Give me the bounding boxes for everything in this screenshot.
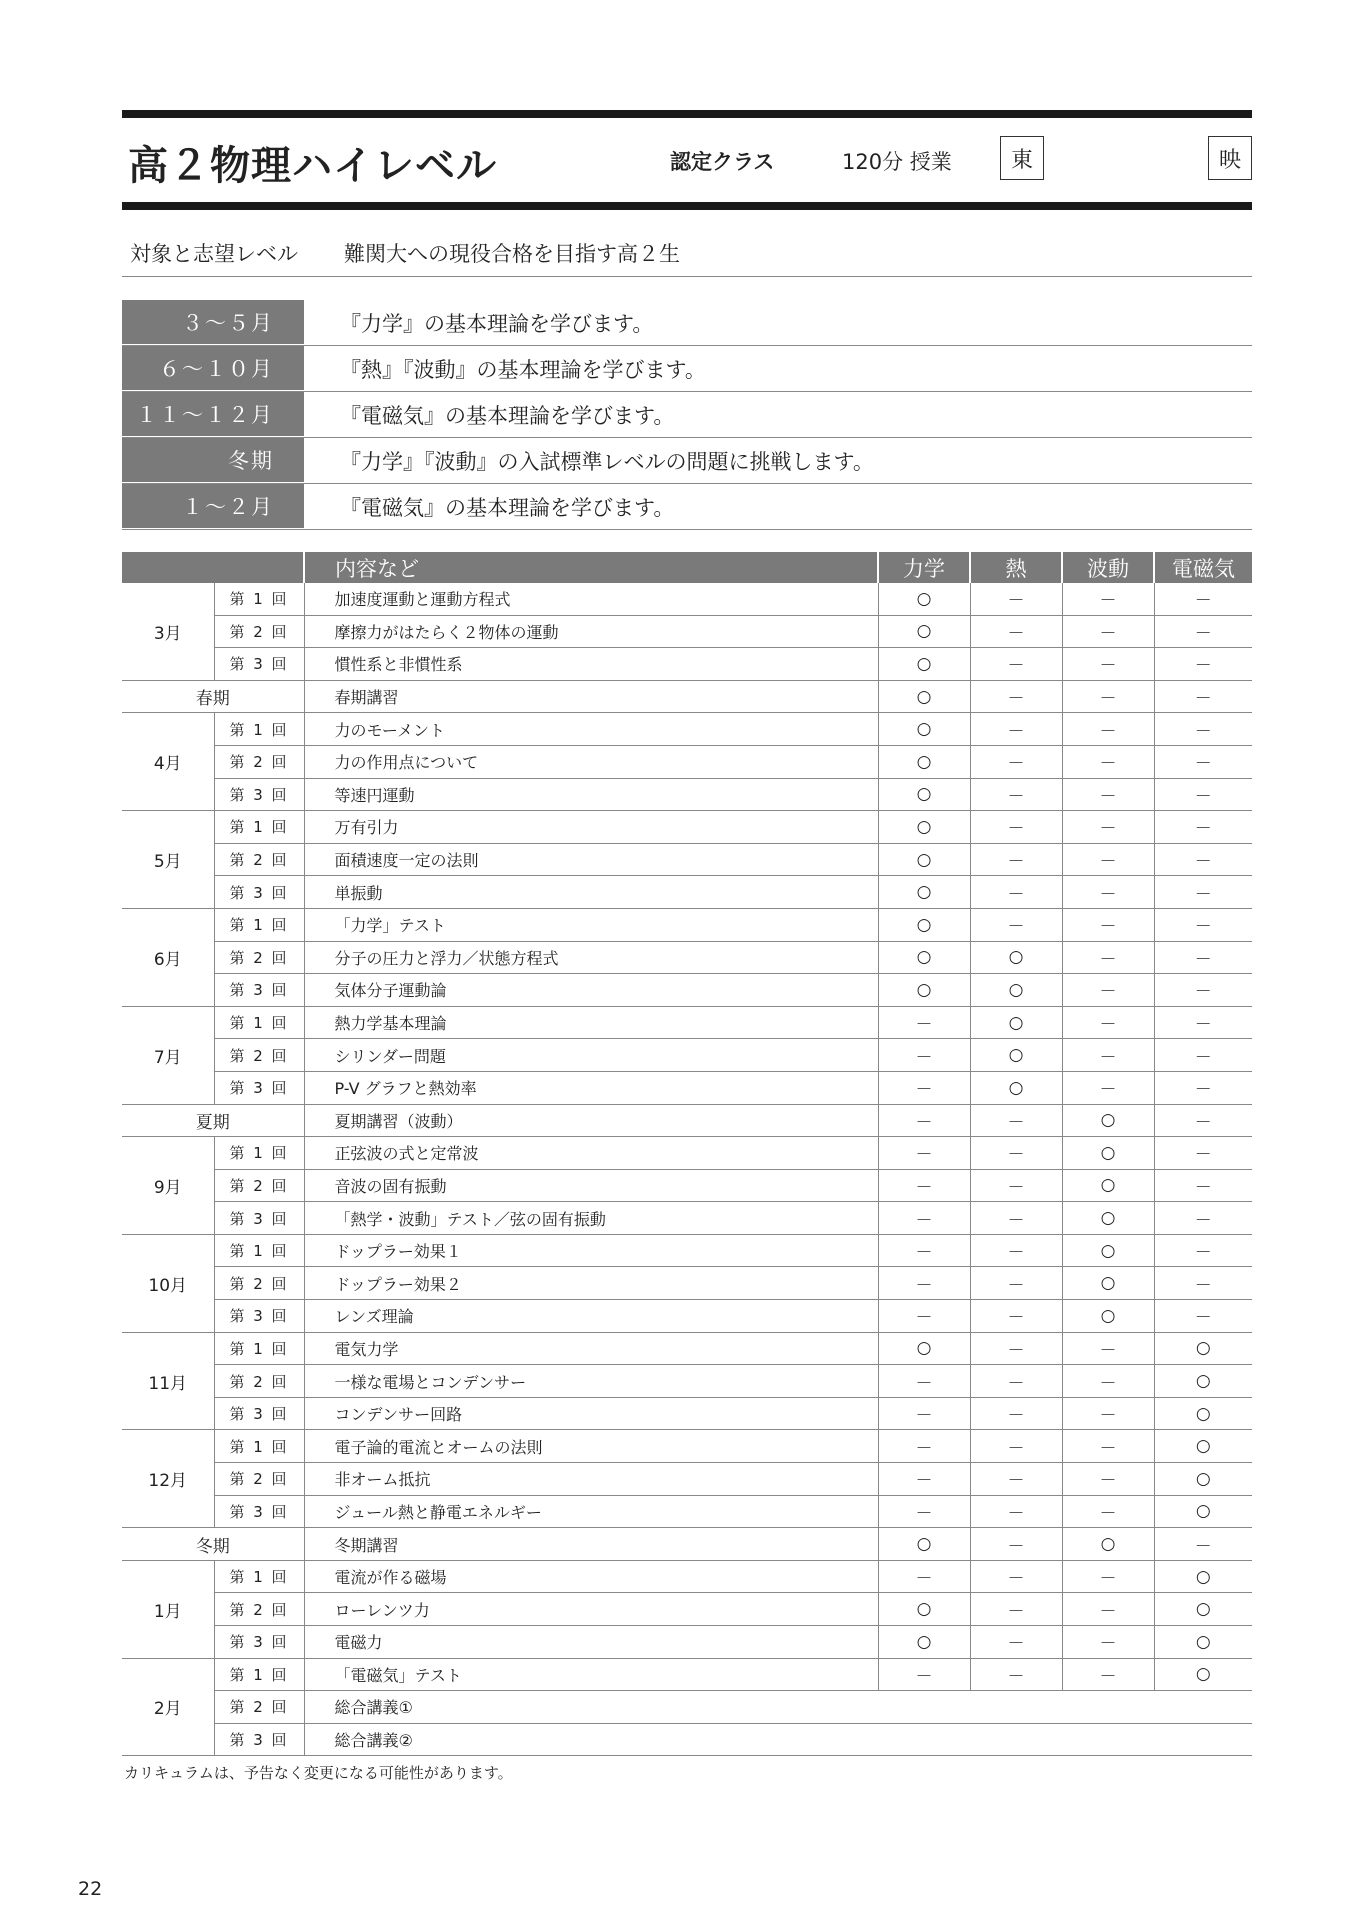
content-cell: 電磁力 [304, 1626, 878, 1659]
session-cell: 第 1 回 [214, 1137, 304, 1170]
month-cell: 2月 [122, 1658, 214, 1756]
table-row [122, 1137, 1252, 1170]
mark-cell: － [1154, 583, 1252, 615]
mark-cell: － [970, 680, 1062, 713]
mark-cell: ○ [878, 1626, 970, 1659]
mark-cell: － [878, 1495, 970, 1528]
month-cell: 7月 [122, 1006, 214, 1104]
mark-cell: － [1062, 583, 1154, 615]
mark-cell: ○ [1154, 1560, 1252, 1593]
mark-cell: － [1154, 648, 1252, 681]
header-waves: 波動 [1062, 552, 1154, 583]
mark-cell: － [1062, 1463, 1154, 1496]
content-cell: 熱力学基本理論 [304, 1006, 878, 1039]
curriculum-note: カリキュラムは、予告なく変更になる可能性があります。 [124, 1764, 513, 1782]
mark-cell: － [878, 1365, 970, 1398]
mark-cell: ○ [878, 680, 970, 713]
mark-cell: － [1154, 615, 1252, 648]
content-cell: 「電磁気」テスト [304, 1658, 878, 1691]
mark-cell: － [878, 1202, 970, 1235]
content-cell: 力の作用点について [304, 745, 878, 778]
mark-cell: － [970, 1528, 1062, 1561]
mark-cell: － [878, 1300, 970, 1333]
content-cell: レンズ理論 [304, 1300, 878, 1333]
mark-cell: ○ [878, 908, 970, 941]
content-cell: ドップラー効果２ [304, 1267, 878, 1300]
session-cell: 第 3 回 [214, 1202, 304, 1235]
header-heat: 熱 [970, 552, 1062, 583]
mark-cell: － [970, 615, 1062, 648]
month-cell: 6月 [122, 908, 214, 1006]
mark-cell: － [1062, 1626, 1154, 1659]
target-value: 難関大への現役合格を目指す高２生 [344, 242, 680, 266]
mark-cell: － [1062, 778, 1154, 811]
table-row [122, 680, 1252, 713]
content-cell: 面積速度一定の法則 [304, 843, 878, 876]
mark-cell: ○ [1062, 1202, 1154, 1235]
table-row [122, 615, 1252, 648]
session-cell: 第 2 回 [214, 1691, 304, 1724]
mark-cell: － [970, 1397, 1062, 1430]
session-cell: 第 1 回 [214, 1006, 304, 1039]
session-cell: 第 1 回 [214, 713, 304, 746]
class-type: 認定クラス [670, 150, 775, 174]
mark-cell: － [878, 1006, 970, 1039]
mark-cell: － [970, 1332, 1062, 1365]
content-cell: 分子の圧力と浮力／状態方程式 [304, 941, 878, 974]
table-row [122, 908, 1252, 941]
mark-cell: － [1062, 1039, 1154, 1072]
mark-cell: － [1062, 680, 1154, 713]
target-level-row [122, 230, 1252, 277]
mark-cell: － [1154, 1137, 1252, 1170]
month-cell: 10月 [122, 1234, 214, 1332]
session-cell: 第 2 回 [214, 843, 304, 876]
bottom-rule [122, 202, 1252, 210]
mark-cell: － [1062, 1430, 1154, 1463]
mark-cell: ○ [1154, 1658, 1252, 1691]
mark-cell: － [1062, 1365, 1154, 1398]
session-cell: 第 3 回 [214, 1071, 304, 1104]
schedule-desc: 『力学』『波動』の入試標準レベルの問題に挑戦します。 [340, 449, 874, 474]
mark-cell: － [970, 876, 1062, 909]
mark-cell: ○ [1154, 1430, 1252, 1463]
content-cell: 万有引力 [304, 811, 878, 844]
table-row [122, 1071, 1252, 1104]
mark-cell: － [970, 713, 1062, 746]
table-row [122, 1202, 1252, 1235]
mark-cell: － [1154, 1267, 1252, 1300]
mark-cell: － [1062, 1397, 1154, 1430]
schedule-desc: 『熱』『波動』の基本理論を学びます。 [340, 357, 706, 382]
term-cell: 夏期 [122, 1104, 304, 1137]
mark-cell: － [970, 1560, 1062, 1593]
content-cell: 電流が作る磁場 [304, 1560, 878, 1593]
content-cell: 気体分子運動論 [304, 974, 878, 1007]
table-row [122, 1658, 1252, 1691]
table-row [122, 713, 1252, 746]
mark-cell: ○ [878, 1332, 970, 1365]
table-row [122, 1104, 1252, 1137]
mark-cell: － [878, 1267, 970, 1300]
content-cell: ローレンツ力 [304, 1593, 878, 1626]
mark-cell: ○ [1062, 1234, 1154, 1267]
session-cell: 第 1 回 [214, 1332, 304, 1365]
month-cell: 1月 [122, 1560, 214, 1658]
table-header-row [122, 552, 1252, 583]
content-cell: 夏期講習（波動） [304, 1104, 878, 1137]
mark-cell: － [1062, 1071, 1154, 1104]
table-row [122, 843, 1252, 876]
table-row [122, 1463, 1252, 1496]
schedule-overview [122, 300, 1252, 530]
table-row [122, 583, 1252, 615]
month-cell: 5月 [122, 811, 214, 909]
mark-cell: ○ [970, 1039, 1062, 1072]
content-cell: 音波の固有振動 [304, 1169, 878, 1202]
mark-cell: － [1154, 941, 1252, 974]
video-badge: 映 [1208, 136, 1252, 180]
mark-cell: － [1154, 843, 1252, 876]
content-cell: 電気力学 [304, 1332, 878, 1365]
mark-cell: － [878, 1658, 970, 1691]
table-row [122, 1332, 1252, 1365]
month-cell: 9月 [122, 1137, 214, 1235]
table-row [122, 1300, 1252, 1333]
mark-cell: ○ [1154, 1495, 1252, 1528]
session-cell: 第 3 回 [214, 974, 304, 1007]
table-row [122, 941, 1252, 974]
mark-cell: － [1062, 745, 1154, 778]
mark-cell: － [1062, 648, 1154, 681]
mark-cell: － [970, 648, 1062, 681]
mark-cell: － [1154, 974, 1252, 1007]
session-cell: 第 3 回 [214, 1495, 304, 1528]
mark-cell: － [970, 908, 1062, 941]
month-cell: 11月 [122, 1332, 214, 1430]
mark-cell: ○ [1154, 1365, 1252, 1398]
schedule-period: 冬期 [122, 438, 304, 483]
session-cell: 第 2 回 [214, 1593, 304, 1626]
mark-cell: － [1062, 1593, 1154, 1626]
mark-cell: － [1154, 1300, 1252, 1333]
mark-cell: － [970, 583, 1062, 615]
session-cell: 第 2 回 [214, 941, 304, 974]
mark-cell: － [970, 1463, 1062, 1496]
mark-cell: ○ [1154, 1593, 1252, 1626]
session-cell: 第 1 回 [214, 1560, 304, 1593]
content-cell: 摩擦力がはたらく２物体の運動 [304, 615, 878, 648]
session-cell: 第 2 回 [214, 1039, 304, 1072]
session-cell: 第 3 回 [214, 1300, 304, 1333]
mark-cell: － [970, 778, 1062, 811]
mark-cell: － [878, 1234, 970, 1267]
mark-cell: ○ [1062, 1300, 1154, 1333]
table-row [122, 778, 1252, 811]
mark-cell: － [1154, 745, 1252, 778]
mark-cell: ○ [878, 876, 970, 909]
session-cell: 第 2 回 [214, 1463, 304, 1496]
session-cell: 第 2 回 [214, 1169, 304, 1202]
mark-cell: ○ [970, 1006, 1062, 1039]
mark-cell: ○ [878, 713, 970, 746]
content-cell: 単振動 [304, 876, 878, 909]
content-cell: 慣性系と非慣性系 [304, 648, 878, 681]
mark-cell: － [1154, 713, 1252, 746]
content-cell: 「力学」テスト [304, 908, 878, 941]
mark-cell: ○ [1154, 1626, 1252, 1659]
content-cell: 総合講義① [304, 1691, 1252, 1724]
mark-cell: － [878, 1397, 970, 1430]
mark-cell: － [1154, 1039, 1252, 1072]
schedule-desc: 『電磁気』の基本理論を学びます。 [340, 403, 675, 428]
mark-cell: ○ [878, 974, 970, 1007]
mark-cell: － [1062, 1560, 1154, 1593]
mark-cell: ○ [1062, 1267, 1154, 1300]
table-row [122, 648, 1252, 681]
session-cell: 第 3 回 [214, 648, 304, 681]
mark-cell: ○ [1062, 1169, 1154, 1202]
mark-cell: － [1154, 680, 1252, 713]
content-cell: P-V グラフと熱効率 [304, 1071, 878, 1104]
session-cell: 第 1 回 [214, 811, 304, 844]
table-row [122, 811, 1252, 844]
mark-cell: ○ [878, 811, 970, 844]
content-cell: 非オーム抵抗 [304, 1463, 878, 1496]
session-cell: 第 1 回 [214, 908, 304, 941]
mark-cell: ○ [878, 1593, 970, 1626]
mark-cell: ○ [878, 583, 970, 615]
mark-cell: ○ [970, 974, 1062, 1007]
mark-cell: ○ [1154, 1397, 1252, 1430]
content-cell: ジュール熱と静電エネルギー [304, 1495, 878, 1528]
mark-cell: － [970, 1365, 1062, 1398]
table-row [122, 1267, 1252, 1300]
mark-cell: － [970, 1234, 1062, 1267]
table-row [122, 876, 1252, 909]
table-row [122, 974, 1252, 1007]
month-cell: 12月 [122, 1430, 214, 1528]
mark-cell: － [970, 1202, 1062, 1235]
mark-cell: － [970, 811, 1062, 844]
table-row [122, 1495, 1252, 1528]
mark-cell: ○ [878, 745, 970, 778]
mark-cell: ○ [1062, 1137, 1154, 1170]
month-cell: 4月 [122, 713, 214, 811]
mark-cell: － [1062, 1658, 1154, 1691]
mark-cell: － [1154, 1006, 1252, 1039]
mark-cell: － [1062, 1495, 1154, 1528]
mark-cell: － [970, 1430, 1062, 1463]
mark-cell: － [970, 1658, 1062, 1691]
mark-cell: － [878, 1039, 970, 1072]
session-cell: 第 3 回 [214, 778, 304, 811]
schedule-period: ３～５月 [122, 300, 304, 345]
mark-cell: － [1062, 1006, 1154, 1039]
term-cell: 冬期 [122, 1528, 304, 1561]
curriculum-table [122, 552, 1252, 1756]
mark-cell: － [1062, 876, 1154, 909]
content-cell: 電子論的電流とオームの法則 [304, 1430, 878, 1463]
session-cell: 第 1 回 [214, 1658, 304, 1691]
content-cell: 等速円運動 [304, 778, 878, 811]
schedule-desc: 『電磁気』の基本理論を学びます。 [340, 495, 675, 520]
month-cell: 3月 [122, 583, 214, 680]
content-cell: 加速度運動と運動方程式 [304, 583, 878, 615]
session-cell: 第 3 回 [214, 1397, 304, 1430]
table-row [122, 745, 1252, 778]
mark-cell: ○ [878, 615, 970, 648]
table-row [122, 1593, 1252, 1626]
mark-cell: － [1062, 811, 1154, 844]
session-cell: 第 2 回 [214, 1365, 304, 1398]
mark-cell: ○ [970, 1071, 1062, 1104]
mark-cell: － [970, 1169, 1062, 1202]
table-row [122, 1528, 1252, 1561]
mark-cell: － [970, 745, 1062, 778]
mark-cell: － [1154, 811, 1252, 844]
session-cell: 第 1 回 [214, 583, 304, 615]
mark-cell: ○ [1062, 1528, 1154, 1561]
table-row [122, 1691, 1252, 1724]
mark-cell: － [1154, 1169, 1252, 1202]
header-content: 内容など [304, 552, 878, 583]
mark-cell: ○ [1154, 1332, 1252, 1365]
mark-cell: ○ [878, 843, 970, 876]
mark-cell: － [1154, 1234, 1252, 1267]
mark-cell: － [878, 1071, 970, 1104]
mark-cell: － [1062, 713, 1154, 746]
content-cell: シリンダー問題 [304, 1039, 878, 1072]
schedule-row [122, 300, 1252, 346]
session-cell: 第 2 回 [214, 615, 304, 648]
mark-cell: ○ [970, 941, 1062, 974]
mark-cell: － [1154, 876, 1252, 909]
mark-cell: ○ [878, 1528, 970, 1561]
mark-cell: － [878, 1463, 970, 1496]
mark-cell: － [878, 1169, 970, 1202]
table-row [122, 1006, 1252, 1039]
session-cell: 第 3 回 [214, 876, 304, 909]
mark-cell: － [970, 1300, 1062, 1333]
target-label: 対象と志望レベル [130, 242, 298, 266]
mark-cell: － [1154, 1528, 1252, 1561]
mark-cell: － [970, 1267, 1062, 1300]
mark-cell: － [970, 1495, 1062, 1528]
mark-cell: － [878, 1137, 970, 1170]
mark-cell: － [970, 843, 1062, 876]
content-cell: コンデンサー回路 [304, 1397, 878, 1430]
mark-cell: － [878, 1560, 970, 1593]
top-rule [122, 110, 1252, 118]
content-cell: 春期講習 [304, 680, 878, 713]
mark-cell: － [1062, 843, 1154, 876]
table-row [122, 1365, 1252, 1398]
mark-cell: ○ [1062, 1104, 1154, 1137]
mark-cell: － [1062, 941, 1154, 974]
schedule-desc: 『力学』の基本理論を学びます。 [340, 311, 654, 336]
page-number: 22 [78, 1878, 103, 1900]
content-cell: 「熱学・波動」テスト／弦の固有振動 [304, 1202, 878, 1235]
mark-cell: － [1062, 974, 1154, 1007]
schedule-period: １１～１２月 [122, 392, 304, 437]
mark-cell: ○ [1154, 1463, 1252, 1496]
mark-cell: － [1062, 908, 1154, 941]
table-row [122, 1039, 1252, 1072]
schedule-row [122, 392, 1252, 438]
schedule-row [122, 346, 1252, 392]
table-row [122, 1169, 1252, 1202]
term-cell: 春期 [122, 680, 304, 713]
table-row [122, 1397, 1252, 1430]
mark-cell: － [1154, 1071, 1252, 1104]
session-cell: 第 1 回 [214, 1430, 304, 1463]
mark-cell: － [970, 1593, 1062, 1626]
content-cell: ドップラー効果１ [304, 1234, 878, 1267]
mark-cell: － [1062, 1332, 1154, 1365]
mark-cell: － [878, 1104, 970, 1137]
mark-cell: － [970, 1104, 1062, 1137]
table-row [122, 1723, 1252, 1756]
schedule-period: １～２月 [122, 484, 304, 529]
table-row [122, 1234, 1252, 1267]
table-row [122, 1560, 1252, 1593]
header-mechanics: 力学 [878, 552, 970, 583]
content-cell: 正弦波の式と定常波 [304, 1137, 878, 1170]
mark-cell: － [1062, 615, 1154, 648]
header-electromagnetism: 電磁気 [1154, 552, 1252, 583]
content-cell: 冬期講習 [304, 1528, 878, 1561]
session-cell: 第 2 回 [214, 1267, 304, 1300]
table-row [122, 1430, 1252, 1463]
header-blank [122, 552, 304, 583]
page-title: 高２物理ハイレベル [128, 143, 497, 189]
mark-cell: － [1154, 908, 1252, 941]
session-cell: 第 2 回 [214, 745, 304, 778]
content-cell: 力のモーメント [304, 713, 878, 746]
session-cell: 第 1 回 [214, 1234, 304, 1267]
mark-cell: ○ [878, 941, 970, 974]
east-badge: 東 [1000, 136, 1044, 180]
mark-cell: － [878, 1430, 970, 1463]
mark-cell: － [1154, 1104, 1252, 1137]
mark-cell: ○ [878, 648, 970, 681]
mark-cell: － [970, 1626, 1062, 1659]
duration: 120分 授業 [842, 150, 952, 174]
table-row [122, 1626, 1252, 1659]
session-cell: 第 3 回 [214, 1626, 304, 1659]
mark-cell: － [970, 1137, 1062, 1170]
session-cell: 第 3 回 [214, 1723, 304, 1756]
schedule-row [122, 484, 1252, 530]
schedule-row [122, 438, 1252, 484]
mark-cell: ○ [878, 778, 970, 811]
schedule-period: ６～１０月 [122, 346, 304, 391]
content-cell: 一様な電場とコンデンサー [304, 1365, 878, 1398]
mark-cell: － [1154, 1202, 1252, 1235]
content-cell: 総合講義② [304, 1723, 1252, 1756]
mark-cell: － [1154, 778, 1252, 811]
